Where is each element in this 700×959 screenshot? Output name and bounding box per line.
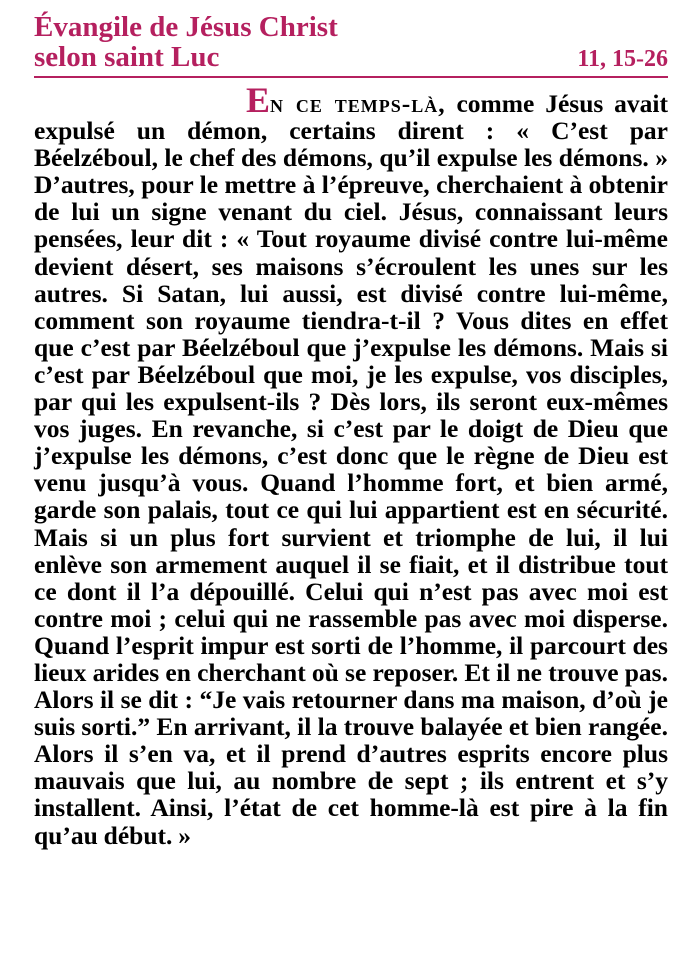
drop-cap: E [246,80,271,120]
title-line-1: Évangile de Jésus Christ [34,11,338,43]
title-line-2: selon saint Luc [34,41,220,73]
opening-phrase: n ce temps-là, [270,89,446,118]
chapter-verse-reference: 11, 15-26 [577,46,668,72]
gospel-header [34,12,668,78]
gospel-page [34,12,668,849]
gospel-title [34,12,668,72]
body-paragraph: comme Jésus avait expulsé un démon, certains dirent : « C’est par Béelzéboul, le chef des démons, qu’il expulse les démons. » D’autres, pour le mettre à l’épreuve, cherchaient à obtenir de lui un signe venant du ciel. Jésus, connaissant leurs pensées, leur dit : « Tout royaume divisé contre lui-même devient désert, ses maisons s’écroulent les unes sur les autres. Si Satan, lui aussi, est divisé contre lui-même, comment son royaume tiendra-t-il ? Vous dites en effet que c’est par Béelzéboul que j’expulse les démons. Mais si c’est par Béelzéboul que moi, je les expulse, vos disciples, par qui les expulsent-ils ? Dès lors, ils seront eux-mêmes vos juges. En revanche, si c’est par le doigt de Dieu que j’expulse les démons, c’est donc que le règne de Dieu est venu jusqu’à vous. Quand l’homme fort, et bien armé, garde son palais, tout ce qui lui appartient est en sécurité. Mais si un plus fort survient et triomphe de lui, il lui enlève son armement auquel il se fiait, et il distribue tout ce dont il l’a dépouillé. Celui qui n’est pas avec moi est contre moi ; celui qui ne rassemble pas avec moi disperse. Quand l’esprit impur est sorti de l’homme, il parcourt des lieux arides en cherchant où se reposer. Et il ne trouve pas. Alors il se dit : “Je vais retourner dans ma maison, d’où je suis sorti.” En arrivant, il la trouve balayée et bien rangée. Alors il s’en va, et il prend d’autres esprits encore plus mauvais que lui, au nombre de sept ; ils entrent et s’y installent. Ainsi, l’état de cet homme-là est pire à la fin qu’au début. » [34,89,668,850]
gospel-body-text [34,78,668,849]
